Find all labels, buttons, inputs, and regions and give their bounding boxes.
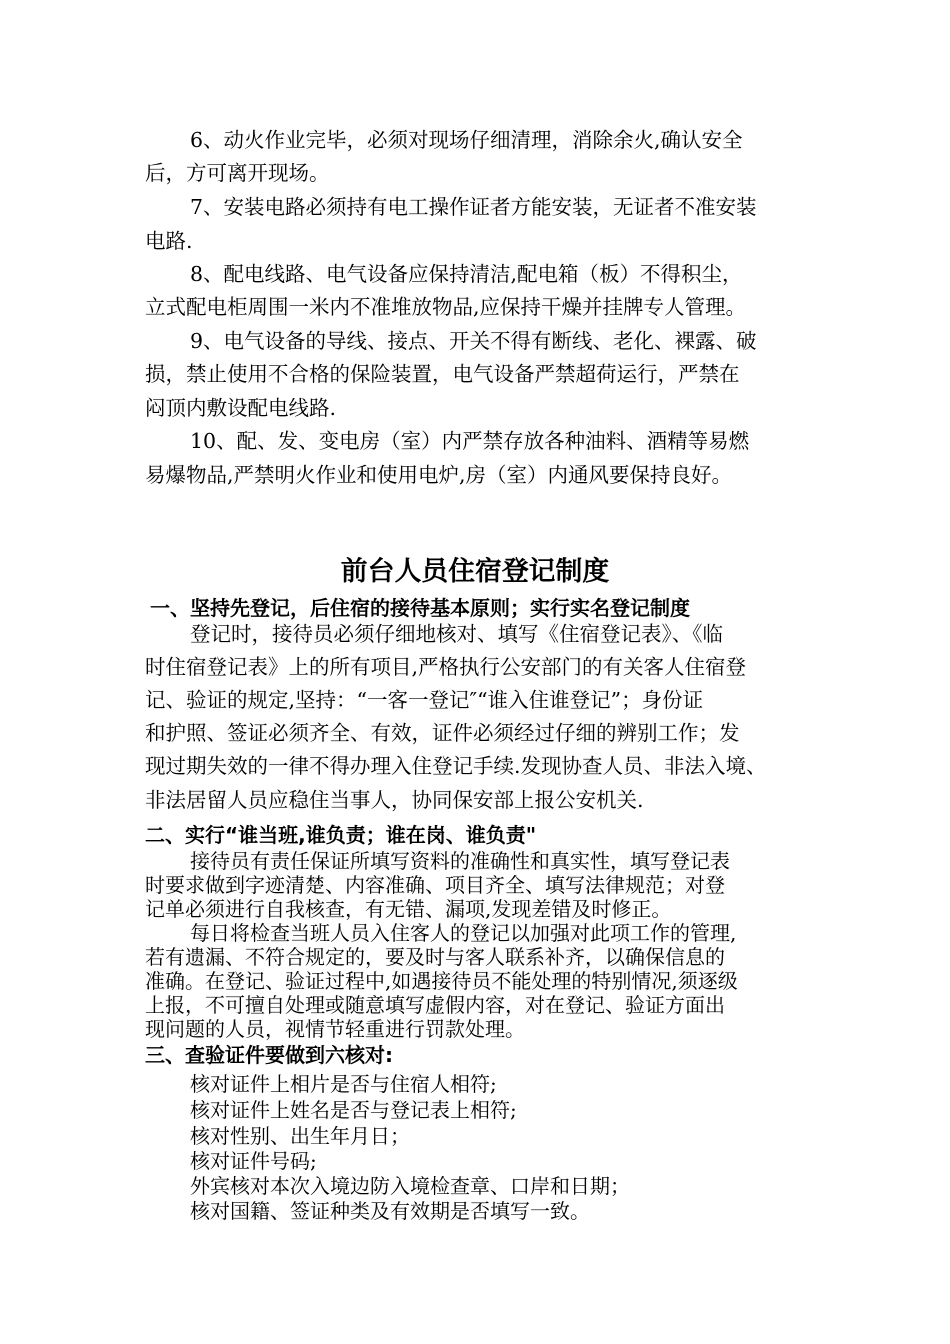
paragraph-line: 现问题的人员，视情节轻重进行罚款处理。 — [145, 1017, 525, 1041]
section-heading-2: 二、实行“谁当班,谁负责；谁在岗、谁负责" — [145, 823, 537, 847]
paragraph-line: 记、验证的规定,坚持：“一客一登记″“谁入住谁登记”；身份证 — [145, 688, 704, 712]
section-heading-3: 三、查验证件要做到六核对: — [145, 1043, 393, 1067]
paragraph-line: 登记时，接待员必须仔细地核对、填写《住宿登记表》、《临 — [190, 622, 723, 646]
paragraph-line: 易爆物品,严禁明火作业和使用电炉,房（室）内通风要保持良好。 — [145, 463, 733, 487]
paragraph-line: 若有遗漏、不符合规定的，要及时与客人联系补齐，以确保信息的 — [145, 945, 725, 969]
checklist-item: 外宾核对本次入境边防入境检查章、口岸和日期； — [190, 1174, 630, 1198]
paragraph-line: 8、配电线路、电气设备应保持清洁,配电箱（板）不得积尘， — [190, 262, 743, 286]
paragraph-line: 后，方可离开现场。 — [145, 161, 330, 185]
paragraph-line: 和护照、签证必须齐全、有效，证件必须经过仔细的辨别工作；发 — [145, 721, 740, 745]
paragraph-line: 现过期失效的一律不得办理入住登记手续.发现协查人员、非法入境、 — [145, 754, 767, 778]
paragraph-line: 时住宿登记表》上的所有项目,严格执行公安部门的有关客人住宿登 — [145, 655, 747, 679]
paragraph-line: 损，禁止使用不合格的保险装置，电气设备严禁超荷运行，严禁在 — [145, 362, 740, 386]
checklist-item: 核对证件号码; — [190, 1149, 317, 1173]
paragraph-line: 记单必须进行自我核查，有无错、漏项,发现差错及时修正。 — [145, 897, 672, 921]
checklist-item: 核对证件上相片是否与住宿人相符; — [190, 1072, 497, 1096]
checklist-item: 核对证件上姓名是否与登记表上相符; — [190, 1098, 517, 1122]
paragraph-line: 6、动火作业完毕，必须对现场仔细清理，消除余火,确认安全 — [190, 128, 743, 152]
document-title: 前台人员住宿登记制度 — [340, 556, 610, 587]
checklist-item: 核对性别、出生年月日； — [190, 1124, 410, 1148]
paragraph-line: 非法居留人员应稳住当事人，协同保安部上报公安机关. — [145, 788, 644, 812]
checklist-item: 核对国籍、签证种类及有效期是否填写一致。 — [190, 1199, 590, 1223]
paragraph-line: 每日将检查当班人员入住客人的登记以加强对此项工作的管理, — [190, 921, 737, 945]
paragraph-line: 时要求做到字迹清楚、内容准确、项目齐全、填写法律规范；对登 — [145, 873, 725, 897]
paragraph-line: 闷顶内敷设配电线路. — [145, 396, 337, 420]
paragraph-line: 上报，不可擅自处理或随意填写虚假内容，对在登记、验证方面出 — [145, 993, 725, 1017]
paragraph-line: 电路. — [145, 229, 193, 253]
paragraph-line: 接待员有责任保证所填写资料的准确性和真实性，填写登记表 — [190, 849, 730, 873]
paragraph-line: 9、电气设备的导线、接点、开关不得有断线、老化、裸露、破 — [190, 329, 757, 353]
paragraph-line: 立式配电柜周围一米内不准堆放物品,应保持干燥并挂牌专人管理。 — [145, 295, 747, 319]
section-heading-1: 一、坚持先登记，后住宿的接待基本原则；实行实名登记制度 — [150, 596, 690, 620]
paragraph-line: 准确。在登记、验证过程中,如遇接待员不能处理的特别情况,须逐级 — [145, 969, 738, 993]
paragraph-line: 7、安装电路必须持有电工操作证者方能安装，无证者不准安装 — [190, 195, 757, 219]
paragraph-line: 10、配、发、变电房（室）内严禁存放各种油料、酒精等易燃 — [190, 429, 750, 453]
